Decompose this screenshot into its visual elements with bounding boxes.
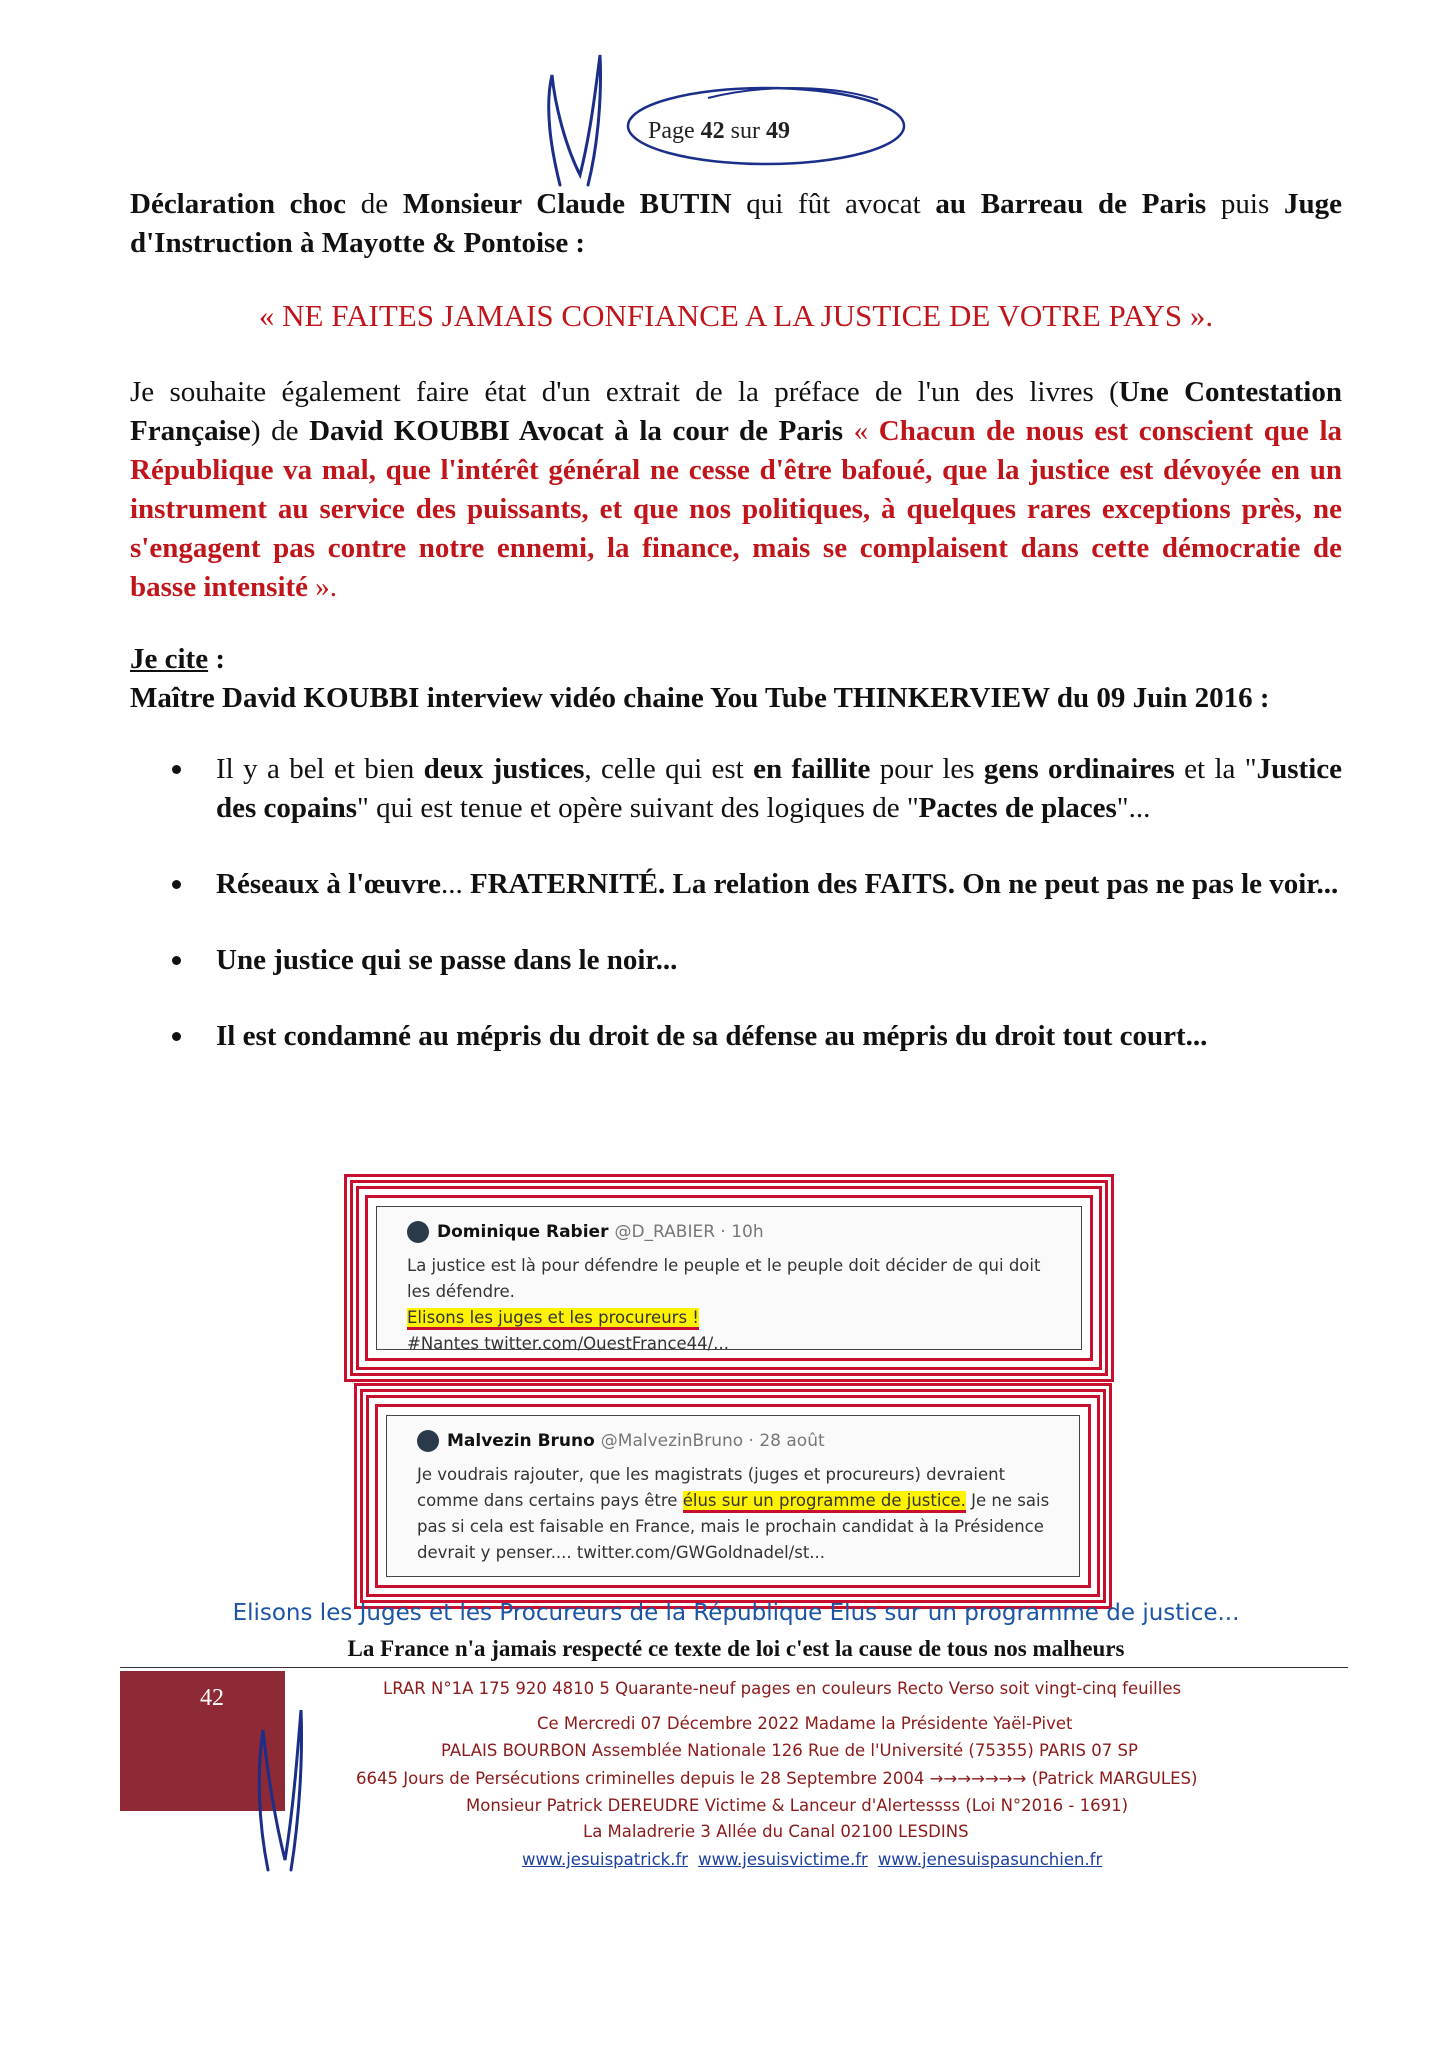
page-number-label [648, 118, 790, 145]
citation-bullet-list [168, 750, 1342, 1093]
page-total: 49 [766, 118, 790, 144]
bullet-item-2: Réseaux à l'œuvre... FRATERNITÉ. La relation des FAITS. On ne peut pas ne pas le voir... [168, 865, 1342, 904]
tweet-body: Je voudrais rajouter, que les magistrats (juges et procureurs) devraient comme dans certains pays être élus sur un programme de justice. Je ne sais pas si cela est faisable en France, mais le prochain candidat à la Présidence devrait y penser.... twitter.com/GWGoldnadel/st... [417, 1465, 1050, 1562]
page-prefix: Page [648, 118, 695, 144]
tweet-card-2 [386, 1415, 1080, 1577]
footer-divider [120, 1667, 1348, 1668]
footer-date-line: Ce Mercredi 07 Décembre 2022 Madame la Présidente Yaël-Pivet [537, 1714, 1073, 1733]
tweet-header [407, 1221, 764, 1243]
footer-link-jesuispatrick[interactable]: www.jesuispatrick.fr [522, 1850, 689, 1869]
tweet-frame-1 [365, 1195, 1093, 1361]
handwritten-signature-top [540, 45, 630, 195]
avatar [417, 1430, 439, 1452]
warning-quote: « NE FAITES JAMAIS CONFIANCE A LA JUSTICE DE VOTRE PAYS ». [258, 298, 1214, 333]
bullet-item-4: Il est condamné au mépris du droit de sa défense au mépris du droit tout court... [168, 1017, 1342, 1056]
footer-link-jesuisvictime[interactable]: www.jesuisvictime.fr [698, 1850, 868, 1869]
page-current: 42 [700, 118, 725, 144]
footer-victim-line: Monsieur Patrick DEREUDRE Victime & Lanceur d'Alertessss (Loi N°2016 - 1691) [466, 1796, 1129, 1815]
page-separator: sur [730, 118, 760, 144]
bullet-dot [172, 956, 181, 965]
footer-location-line: La Maladrerie 3 Allée du Canal 02100 LESDINS [583, 1822, 969, 1841]
footer-page-number: 42 [200, 1685, 224, 1711]
bullet-dot [172, 1032, 181, 1041]
footer-links [522, 1850, 1112, 1869]
tweet-body: La justice est là pour défendre le peuple et le peuple doit décider de qui doit les défendre. Elisons les juges et les procureurs ! #Nantes twitter.com/OuestFrance44/... [407, 1256, 1041, 1353]
tweet-handle: @D_RABIER · 10h [614, 1222, 764, 1242]
bullet-dot [172, 765, 181, 774]
handwritten-signature-bottom [253, 1690, 323, 1880]
tweet-author: Malvezin Bruno [447, 1431, 595, 1451]
bullet-dot [172, 880, 181, 889]
caption-law: La France n'a jamais respecté ce texte de loi c'est la cause de tous nos malheurs [347, 1636, 1125, 1661]
tweet-header [417, 1430, 825, 1452]
tweet-card-1 [376, 1206, 1082, 1353]
cite-heading: Je cite [130, 643, 209, 675]
cite-subtitle: Maître David KOUBBI interview vidéo chaine You Tube THINKERVIEW du 09 Juin 2016 : [130, 682, 1270, 714]
footer-lrar: LRAR N°1A 175 920 4810 5 Quarante-neuf pages en couleurs Recto Verso soit vingt-cinq feuilles [383, 1679, 1182, 1698]
tweet-highlight: Elisons les juges et les procureurs ! [407, 1308, 699, 1330]
caption-elisons: Elisons les Juges et les Procureurs de la République Elus sur un programme de justice... [232, 1600, 1240, 1626]
footer-link-jenesuispasunchien[interactable]: www.jenesuispasunchien.fr [877, 1850, 1103, 1869]
tweet-author: Dominique Rabier [437, 1222, 609, 1242]
citation-block: Je cite : Maître David KOUBBI interview vidéo chaine You Tube THINKERVIEW du 09 Juin 2016 : [130, 643, 1270, 714]
footer-address-line: PALAIS BOURBON Assemblée Nationale 126 Rue de l'Université (75355) PARIS 07 SP [441, 1741, 1138, 1760]
tweet-highlight: élus sur un programme de justice. [683, 1491, 966, 1513]
bullet-item-3: Une justice qui se passe dans le noir... [168, 941, 1342, 980]
declaration-paragraph: Déclaration choc de Monsieur Claude BUTIN qui fût avocat au Barreau de Paris puis Juge d'Instruction à Mayotte & Pontoise : [130, 188, 1342, 259]
preface-paragraph: Je souhaite également faire état d'un extrait de la préface de l'un des livres (Une Contestation Française) de David KOUBBI Avocat à la cour de Paris « Chacun de nous est conscient que la République va mal, que l'intérêt général ne cesse d'être bafoué, que la justice est dévoyée en un instrument au service des puissants, et que nos politiques, à quelques rares exceptions près, ne s'engagent pas contre notre ennemi, la finance, mais se complaisent dans cette démocratie de basse intensité ». [130, 376, 1343, 603]
avatar [407, 1221, 429, 1243]
bullet-item-1: Il y a bel et bien deux justices, celle qui est en faillite pour les gens ordinaires et la "Justice des copains" qui est tenue et opère suivant des logiques de "Pactes de places"... [168, 750, 1342, 828]
tweet-frame-2 [375, 1404, 1091, 1588]
tweet-handle: @MalvezinBruno · 28 août [600, 1431, 825, 1451]
footer-persecution-line: 6645 Jours de Persécutions criminelles depuis le 28 Septembre 2004 →→→→→→→ (Patrick MARGULES) [356, 1769, 1198, 1788]
